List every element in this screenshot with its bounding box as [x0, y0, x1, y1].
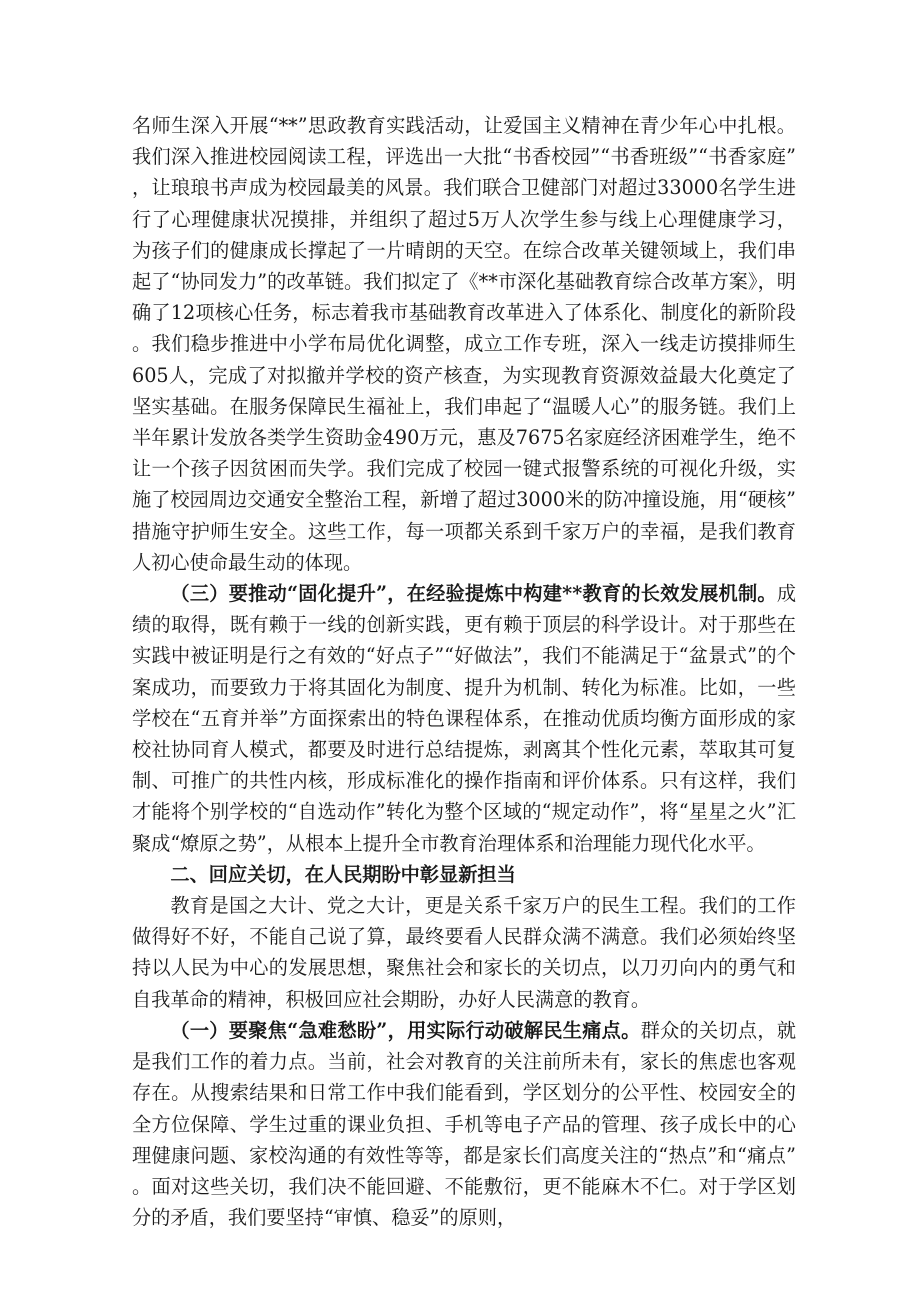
section-heading-2: 二、回应关切，在人民期盼中彰显新担当 — [170, 862, 516, 886]
paragraph-2 — [132, 578, 796, 859]
paragraph-1 — [132, 110, 796, 578]
paragraph-4-text: 群众的关切点，就是我们工作的着力点。当前，社会对教育的关注前所未有，家长的焦虑也客观存在。从搜索结果和日常工作中我们能看到，学区划分的公平性、校园安全的全方位保障、学生过重的课业负担、手机等电子产品的管理、孩子成长中的心理健康问题、家校沟通的有效性等等，都是家长们高度关注的“热点”和“痛点”。面对这些关切，我们决不能回避、不能敷衍，更不能麻木不仁。对于学区划分的矛盾，我们要坚持“审慎、稳妥”的原则， — [132, 1018, 797, 1230]
document-body — [132, 110, 796, 1233]
paragraph-4 — [132, 1015, 796, 1233]
paragraph-4-lead: （一）要聚焦“急难愁盼”，用实际行动破解民生痛点。 — [170, 1018, 641, 1042]
paragraph-3-text: 教育是国之大计、党之大计，更是关系千家万户的民生工程。我们的工作做得好不好，不能自己说了算，最终要看人民群众满不满意。我们必须始终坚持以人民为中心的发展思想，聚焦社会和家长的关切点，以刀刃向内的勇气和自我革命的精神，积极回应社会期盼，办好人民满意的教育。 — [132, 894, 796, 1011]
paragraph-2-text: 成绩的取得，既有赖于一线的创新实践，更有赖于顶层的科学设计。对于那些在实践中被证明是行之有效的“好点子”“好做法”，我们不能满足于“盆景式”的个案成功，而要致力于将其固化为制度、提升为机制、转化为标准。比如，一些学校在“五育并举”方面探索出的特色课程体系，在推动优质均衡方面形成的家校社协同育人模式，都要及时进行总结提炼，剥离其个性化元素，萃取其可复制、可推广的共性内核，形成标准化的操作指南和评价体系。只有这样，我们才能将个别学校的“自选动作”转化为整个区域的“规定动作”，将“星星之火”汇聚成“燎原之势”，从根本上提升全市教育治理体系和治理能力现代化水平。 — [132, 582, 796, 855]
paragraph-1-text: 名师生深入开展“**”思政教育实践活动，让爱国主义精神在青少年心中扎根。我们深入推进校园阅读工程，评选出一大批“书香校园”“书香班级”“书香家庭”，让琅琅书声成为校园最美的风景。我们联合卫健部门对超过33000名学生进行了心理健康状况摸排，并组织了超过5万人次学生参与线上心理健康学习，为孩子们的健康成长撑起了一片晴朗的天空。在综合改革关键领域上，我们串起了“协同发力”的改革链。我们拟定了《**市深化基础教育综合改革方案》，明确了12项核心任务，标志着我市基础教育改革进入了体系化、制度化的新阶段。我们稳步推进中小学布局优化调整，成立工作专班，深入一线走访摸排师生605人，完成了对拟撤并学校的资产核查，为实现教育资源效益最大化奠定了坚实基础。在服务保障民生福祉上，我们串起了“温暖人心”的服务链。我们上半年累计发放各类学生资助金490万元，惠及7675名家庭经济困难学生，绝不让一个孩子因贫困而失学。我们完成了校园一键式报警系统的可视化升级，实施了校园周边交通安全整治工程，新增了超过3000米的防冲撞设施，用“硬核”措施守护师生安全。这些工作，每一项都关系到千家万户的幸福，是我们教育人初心使命最生动的体现。 — [132, 114, 796, 574]
paragraph-3 — [132, 890, 796, 1015]
paragraph-2-lead: （三）要推动“固化提升”，在经验提炼中构建**教育的长效发展机制。 — [170, 582, 777, 606]
